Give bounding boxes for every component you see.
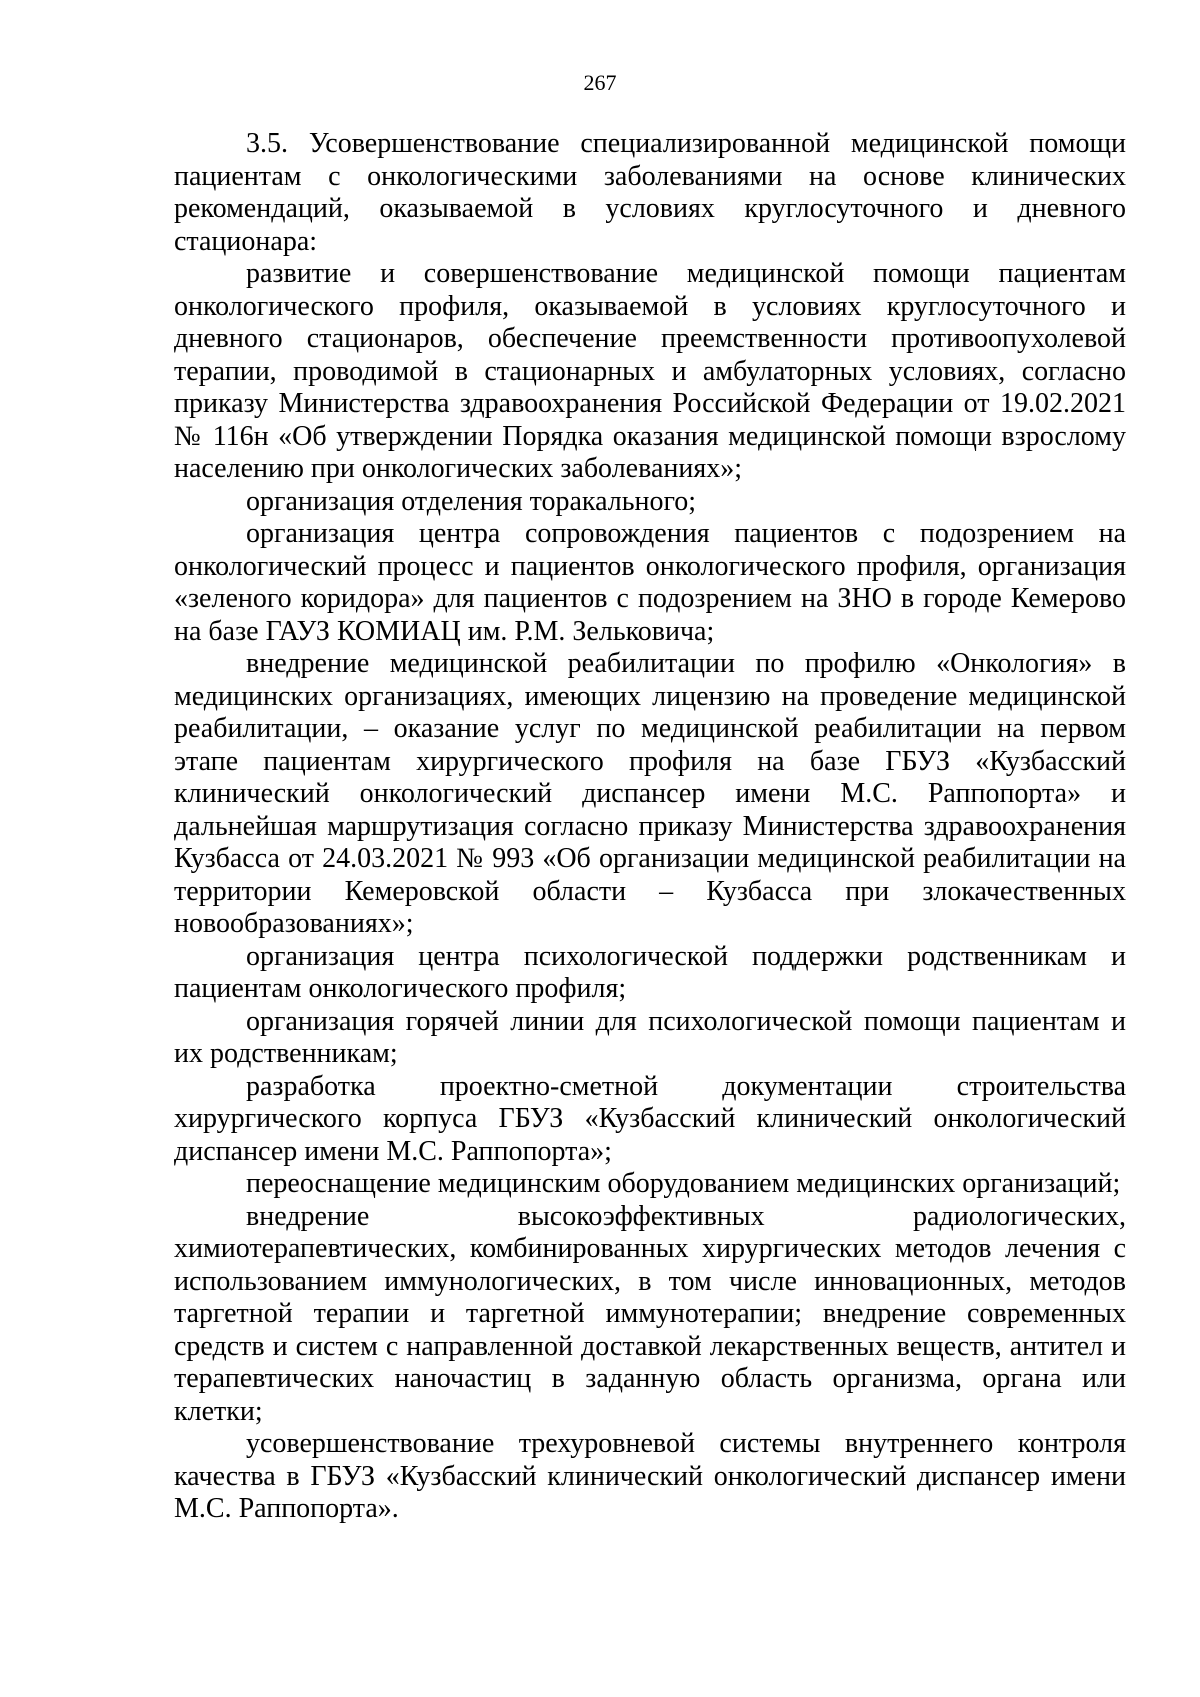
- document-body: [174, 128, 1126, 1526]
- paragraph-treatment-development: развитие и совершенствование медицинской помощи пациентам онкологического профиля, оказываемой в условиях круглосуточного и дневного стационаров, обеспечение преемственности противоопухолевой терапии, проводимой в стационарных и амбулаторных условиях, согласно приказу Министерства здравоохранения Российской Федерации от 19.02.2021 № 116н «Об утверждении Порядка оказания медицинской помощи взрослому населению при онкологических заболеваниях»;: [174, 258, 1126, 484]
- paragraph-rehabilitation: внедрение медицинской реабилитации по профилю «Онкология» в медицинских организациях, имеющих лицензию на проведение медицинской реабилитации, – оказание услуг по медицинской реабилитации на первом этапе пациентам хирургического профиля на базе ГБУЗ «Кузбасский клинический онкологический диспансер имени М.С. Раппопорта» и дальнейшая маршрутизация согласно приказу Министерства здравоохранения Кузбасса от 24.03.2021 № 993 «Об организации медицинской реабилитации на территории Кемеровской области – Кузбасса при злокачественных новообразованиях»;: [174, 648, 1126, 939]
- paragraph-hotline: организация горячей линии для психологической помощи пациентам и их родственникам;: [174, 1005, 1126, 1069]
- paragraph-thoracic-department: организация отделения торакального;: [246, 485, 697, 517]
- paragraph-surgical-building: разработка проектно-сметной документации строительства хирургического корпуса ГБУЗ «Кузбасский клинический онкологический диспансер имени М.С. Раппопорта»;: [174, 1070, 1126, 1167]
- section-heading: 3.5. Усовершенствование специализированной медицинской помощи пациентам с онкологическими заболеваниями на основе клинических рекомендаций, оказываемой в условиях круглосуточного и дневного стационара:: [174, 128, 1126, 257]
- paragraph-equipment: переоснащение медицинским оборудованием медицинских организаций;: [246, 1168, 1121, 1199]
- paragraph-psychological-center: организация центра психологической поддержки родственникам и пациентам онкологического профиля;: [174, 940, 1126, 1004]
- page-number: 267: [583, 70, 617, 95]
- paragraph-treatment-methods: внедрение высокоэффективных радиологических, химиотерапевтических, комбинированных хирургических методов лечения с использованием иммунологических, в том числе инновационных, методов таргетной терапии и таргетной иммунотерапии; внедрение современных средств и систем с направленной доставкой лекарственных веществ, антител и терапевтических наночастиц в заданную область организма, органа или клетки;: [174, 1200, 1126, 1427]
- paragraph-support-center: организация центра сопровождения пациентов с подозрением на онкологический процесс и пациентов онкологического профиля, организация «зеленого коридора» для пациентов с подозрением на ЗНО в городе Кемерово на базе ГАУЗ КОМИАЦ им. Р.М. Зельковича;: [174, 518, 1126, 647]
- paragraph-quality-control: усовершенствование трехуровневой системы внутреннего контроля качества в ГБУЗ «Кузбасский клинический онкологический диспансер имени М.С. Раппопорта».: [174, 1428, 1126, 1524]
